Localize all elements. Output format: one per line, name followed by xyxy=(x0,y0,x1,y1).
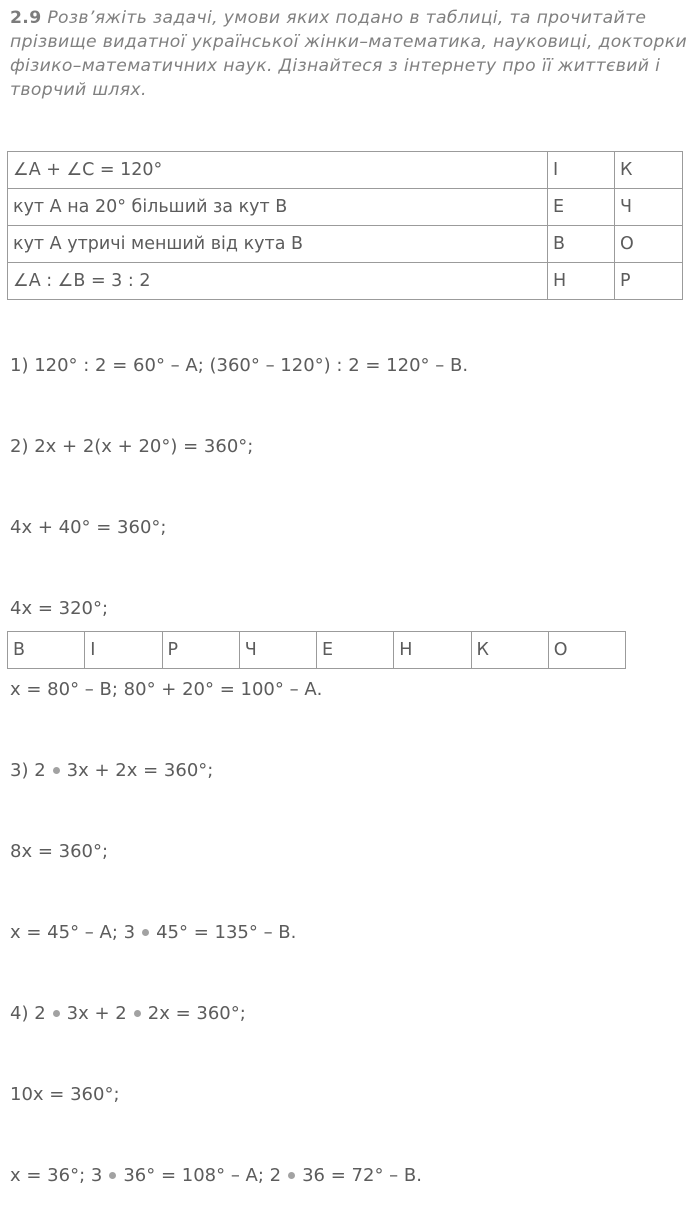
letter-cell: Р xyxy=(615,263,683,300)
task-statement xyxy=(10,6,692,102)
solution-part: 3x + 2 xyxy=(66,1003,127,1024)
solution-line xyxy=(10,757,468,784)
answer-letter-cell: Н xyxy=(394,632,471,669)
multiply-dot-icon xyxy=(53,767,60,774)
solution-part: x = 36°; 3 xyxy=(10,1165,103,1186)
multiply-dot-icon xyxy=(288,1172,295,1179)
condition-row xyxy=(8,189,683,226)
answer-letter-cell: В xyxy=(8,632,85,669)
answer-letter-cell: Р xyxy=(162,632,239,669)
condition-row xyxy=(8,226,683,263)
letter-cell: Ч xyxy=(615,189,683,226)
multiply-dot-icon xyxy=(142,929,149,936)
solution-part: 45° = 135° – В. xyxy=(156,922,297,943)
solution-line: 8x = 360°; xyxy=(10,841,109,862)
letter-cell: Н xyxy=(548,263,615,300)
condition-row xyxy=(8,263,683,300)
condition-cell: ∠A + ∠C = 120° xyxy=(8,152,548,189)
solution-part: 36° = 108° – А; 2 xyxy=(123,1165,282,1186)
solution-line xyxy=(10,1162,468,1189)
solution-part: 3) 2 xyxy=(10,760,46,781)
answer-letter-cell: Ч xyxy=(239,632,316,669)
solution-line: 2) 2x + 2(x + 20°) = 360°; xyxy=(10,436,254,457)
solution-line xyxy=(10,1000,468,1027)
solution-line: 4x + 40° = 360°; xyxy=(10,517,167,538)
conditions-table xyxy=(7,151,683,300)
solution-block xyxy=(10,298,468,1216)
task-text: Розв’яжіть задачі, умови яких подано в таблиці, та прочитайте прізвище видатної української жінки–математика, науковиці, докторки фізико–математичних наук. Дізнайтеся з інтернету про її життєвий і творчий шлях. xyxy=(10,8,688,100)
solution-line xyxy=(10,919,468,946)
letter-cell: В xyxy=(548,226,615,263)
letter-cell: Е xyxy=(548,189,615,226)
solution-line: 4x = 320°; xyxy=(10,598,109,619)
solution-part: 2x = 360°; xyxy=(147,1003,246,1024)
task-number: 2.9 xyxy=(10,8,42,28)
condition-cell: кут А на 20° більший за кут В xyxy=(8,189,548,226)
answer-row xyxy=(8,632,626,669)
condition-cell: ∠A : ∠B = 3 : 2 xyxy=(8,263,548,300)
answer-letter-cell: І xyxy=(85,632,162,669)
multiply-dot-icon xyxy=(134,1010,141,1017)
solution-line: 1) 120° : 2 = 60° – А; (360° – 120°) : 2 = 120° – В. xyxy=(10,355,469,376)
solution-part: x = 45° – А; 3 xyxy=(10,922,136,943)
letter-cell: О xyxy=(615,226,683,263)
letter-cell: К xyxy=(615,152,683,189)
letter-cell: І xyxy=(548,152,615,189)
condition-cell: кут А утричі менший від кута В xyxy=(8,226,548,263)
condition-row xyxy=(8,152,683,189)
solution-part: 36 = 72° – В. xyxy=(302,1165,422,1186)
solution-line: 10x = 360°; xyxy=(10,1084,120,1105)
multiply-dot-icon xyxy=(53,1010,60,1017)
answer-letter-cell: О xyxy=(548,632,625,669)
answer-table xyxy=(7,631,626,669)
multiply-dot-icon xyxy=(109,1172,116,1179)
solution-part: 3x + 2x = 360°; xyxy=(66,760,214,781)
answer-letter-cell: К xyxy=(471,632,548,669)
answer-letter-cell: Е xyxy=(317,632,394,669)
solution-part: 4) 2 xyxy=(10,1003,46,1024)
solution-line: x = 80° – В; 80° + 20° = 100° – А. xyxy=(10,679,323,700)
